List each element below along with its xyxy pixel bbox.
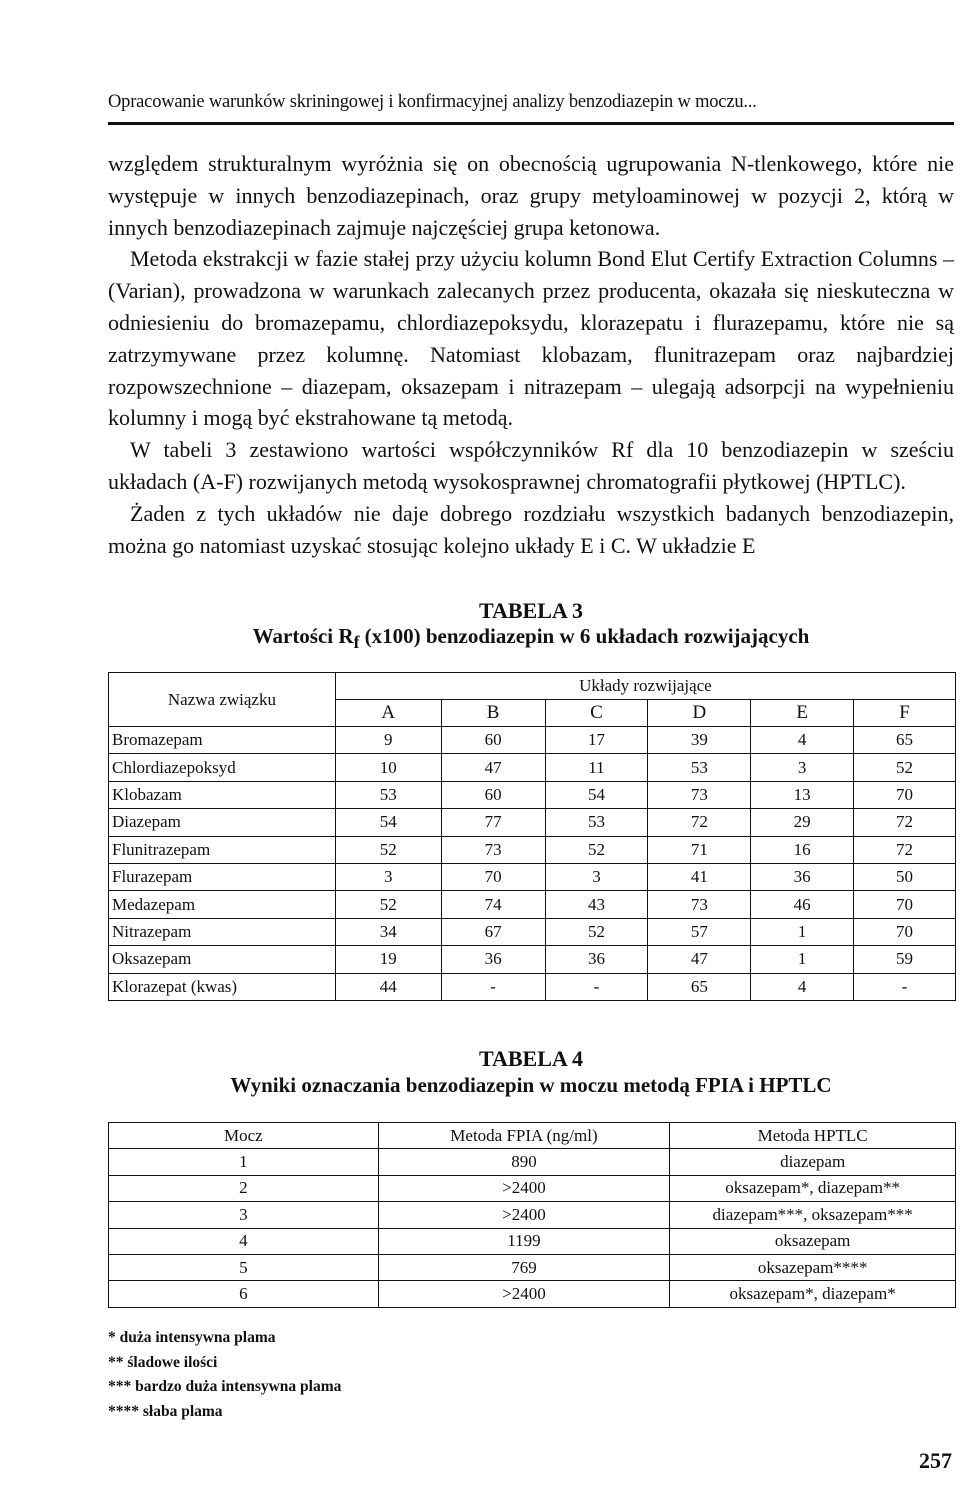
table3-col-header: C (545, 700, 648, 727)
table4-cell: 4 (109, 1228, 379, 1254)
table-row (109, 754, 956, 781)
rf-value: 77 (441, 809, 545, 836)
rf-value: 10 (335, 754, 441, 781)
rf-value: 9 (335, 727, 441, 754)
rf-value: 70 (854, 891, 956, 918)
footnote: *** bardzo duża intensywna plama (108, 1378, 342, 1395)
table-row (109, 918, 956, 945)
rf-value: 3 (335, 863, 441, 890)
table4-cell: diazepam***, oksazepam*** (670, 1202, 956, 1228)
footnote: * duża intensywna plama (108, 1329, 276, 1346)
table-row (109, 727, 956, 754)
paragraph-1: względem strukturalnym wyróżnia się on obecnością ugrupowania N-tlenkowego, które nie występuje w innych benzodiazepinach, oraz grupy metyloaminowej w pozycji 2, którą w innych benzodiazepinach zajmuje najczęściej grupa ketonowa. (108, 151, 954, 240)
rf-value: 74 (441, 891, 545, 918)
rf-value: 52 (854, 754, 956, 781)
table3-caption-pre: Wartości R (252, 624, 354, 648)
rf-value: 17 (545, 727, 648, 754)
table4-cell: 1199 (378, 1228, 670, 1254)
table4-cell: oksazepam**** (670, 1254, 956, 1280)
body-text (108, 148, 954, 561)
table4-cell: 2 (109, 1175, 379, 1201)
table4-cell: oksazepam*, diazepam* (670, 1281, 956, 1307)
table3-group-header: Układy rozwijające (335, 673, 955, 700)
rf-value: 36 (441, 946, 545, 973)
rf-value: 65 (854, 727, 956, 754)
compound-name: Bromazepam (109, 727, 336, 754)
table3-col-header: D (648, 700, 751, 727)
table-row (109, 973, 956, 1000)
table4-cell: 3 (109, 1202, 379, 1228)
table4-cell: >2400 (378, 1175, 670, 1201)
rf-value: 70 (854, 918, 956, 945)
compound-name: Medazepam (109, 891, 336, 918)
table-row (109, 1175, 956, 1201)
table3-caption (108, 624, 954, 653)
table3-caption-post: (x100) benzodiazepin w 6 układach rozwijających (359, 624, 810, 648)
rf-value: 72 (854, 836, 956, 863)
table4-cell: diazepam (670, 1149, 956, 1175)
table-row (109, 1281, 956, 1307)
rf-value: 41 (648, 863, 751, 890)
table-row (109, 1228, 956, 1254)
footnote: **** słaba plama (108, 1402, 223, 1420)
rf-value: 65 (648, 973, 751, 1000)
table3-name-header: Nazwa związku (109, 673, 336, 727)
rf-value: 1 (751, 918, 854, 945)
rf-value: - (545, 973, 648, 1000)
table3-col-header: B (441, 700, 545, 727)
table4-cell: 890 (378, 1149, 670, 1175)
rf-value: 36 (545, 946, 648, 973)
paragraph-4: Żaden z tych układów nie daje dobrego rozdziału wszystkich badanych benzodiazepin, można go natomiast uzyskać stosując kolejno układy E i C. W układzie E (108, 500, 954, 558)
rf-value: 60 (441, 781, 545, 808)
rf-value: - (441, 973, 545, 1000)
table4-cell: oksazepam (670, 1228, 956, 1254)
table3-caption-sub: f (353, 632, 360, 653)
table4-cell: >2400 (378, 1281, 670, 1307)
rf-value: 1 (751, 946, 854, 973)
rf-value: 4 (751, 973, 854, 1000)
footnote: ** śladowe ilości (108, 1353, 218, 1371)
rf-value: 53 (648, 754, 751, 781)
rf-value: 59 (854, 946, 956, 973)
rf-value: 44 (335, 973, 441, 1000)
footnotes (108, 1326, 341, 1424)
compound-name: Klorazepat (kwas) (109, 973, 336, 1000)
rf-value: 60 (441, 727, 545, 754)
page-number: 257 (919, 1448, 952, 1473)
rf-value: 71 (648, 836, 751, 863)
rf-value: 47 (648, 946, 751, 973)
table-row (109, 891, 956, 918)
table4-cell: >2400 (378, 1202, 670, 1228)
table-row (109, 836, 956, 863)
paragraph-2: Metoda ekstrakcji w fazie stałej przy użyciu kolumn Bond Elut Certify Extraction Columns – (Varian), prowadzona w warunkach zalecanych przez producenta, okazała się nieskuteczna w odniesieniu do bromazepamu, chlordiazepoksydu, klorazepatu i flurazepamu, które nie są zatrzymywane przez kolumnę. Natomiast klobazam, flunitrazepam oraz najbardziej rozpowszechnione – diazepam, oksazepam i nitrazepam – ulegają adsorpcji na wypełnieniu kolumny i mogą być ekstrahowane tą metodą. (108, 246, 954, 431)
header-rule (108, 122, 954, 125)
rf-value: 52 (335, 836, 441, 863)
table4-col-header: Metoda FPIA (ng/ml) (378, 1123, 670, 1149)
table4-title: TABELA 4 (478, 1046, 584, 1071)
rf-value: 73 (648, 781, 751, 808)
table-row (109, 946, 956, 973)
compound-name: Nitrazepam (109, 918, 336, 945)
table3-col-header: F (854, 700, 956, 727)
rf-value: 13 (751, 781, 854, 808)
rf-value: 47 (441, 754, 545, 781)
rf-value: 54 (545, 781, 648, 808)
table-row (109, 1254, 956, 1280)
rf-value: 53 (545, 809, 648, 836)
table3-col-header: A (335, 700, 441, 727)
rf-value: 54 (335, 809, 441, 836)
rf-value: 19 (335, 946, 441, 973)
compound-name: Flurazepam (109, 863, 336, 890)
rf-value: 73 (648, 891, 751, 918)
rf-value: - (854, 973, 956, 1000)
table-row (109, 781, 956, 808)
rf-value: 50 (854, 863, 956, 890)
rf-value: 43 (545, 891, 648, 918)
table4-cell: 1 (109, 1149, 379, 1175)
table4-cell: oksazepam*, diazepam** (670, 1175, 956, 1201)
rf-value: 72 (648, 809, 751, 836)
table-row (109, 809, 956, 836)
rf-value: 52 (545, 836, 648, 863)
compound-name: Oksazepam (109, 946, 336, 973)
rf-value: 46 (751, 891, 854, 918)
paragraph-3: W tabeli 3 zestawiono wartości współczynników Rf dla 10 benzodiazepin w sześciu układach (A-F) rozwijanych metodą wysokosprawnej chromatografii płytkowej (HPTLC). (108, 437, 954, 494)
table3 (108, 672, 956, 1001)
rf-value: 67 (441, 918, 545, 945)
rf-value: 11 (545, 754, 648, 781)
rf-value: 70 (854, 781, 956, 808)
rf-value: 39 (648, 727, 751, 754)
rf-value: 16 (751, 836, 854, 863)
table4 (108, 1122, 956, 1308)
table-row (109, 1202, 956, 1228)
table4-col-header: Metoda HPTLC (670, 1123, 956, 1149)
table-row (109, 863, 956, 890)
table4-cell: 769 (378, 1254, 670, 1280)
rf-value: 34 (335, 918, 441, 945)
rf-value: 3 (545, 863, 648, 890)
compound-name: Flunitrazepam (109, 836, 336, 863)
table4-caption: Wyniki oznaczania benzodiazepin w moczu metodą FPIA i HPTLC (230, 1073, 832, 1097)
rf-value: 36 (751, 863, 854, 890)
compound-name: Diazepam (109, 809, 336, 836)
table3-col-header: E (751, 700, 854, 727)
running-header: Opracowanie warunków skriningowej i konfirmacyjnej analizy benzodiazepin w moczu... (108, 92, 757, 112)
rf-value: 4 (751, 727, 854, 754)
rf-value: 29 (751, 809, 854, 836)
rf-value: 57 (648, 918, 751, 945)
rf-value: 52 (545, 918, 648, 945)
rf-value: 70 (441, 863, 545, 890)
rf-value: 3 (751, 754, 854, 781)
table-row (109, 1149, 956, 1175)
table3-title: TABELA 3 (478, 598, 584, 623)
table4-cell: 6 (109, 1281, 379, 1307)
rf-value: 73 (441, 836, 545, 863)
compound-name: Klobazam (109, 781, 336, 808)
compound-name: Chlordiazepoksyd (109, 754, 336, 781)
rf-value: 53 (335, 781, 441, 808)
rf-value: 72 (854, 809, 956, 836)
table4-cell: 5 (109, 1254, 379, 1280)
rf-value: 52 (335, 891, 441, 918)
table4-col-header: Mocz (109, 1123, 379, 1149)
